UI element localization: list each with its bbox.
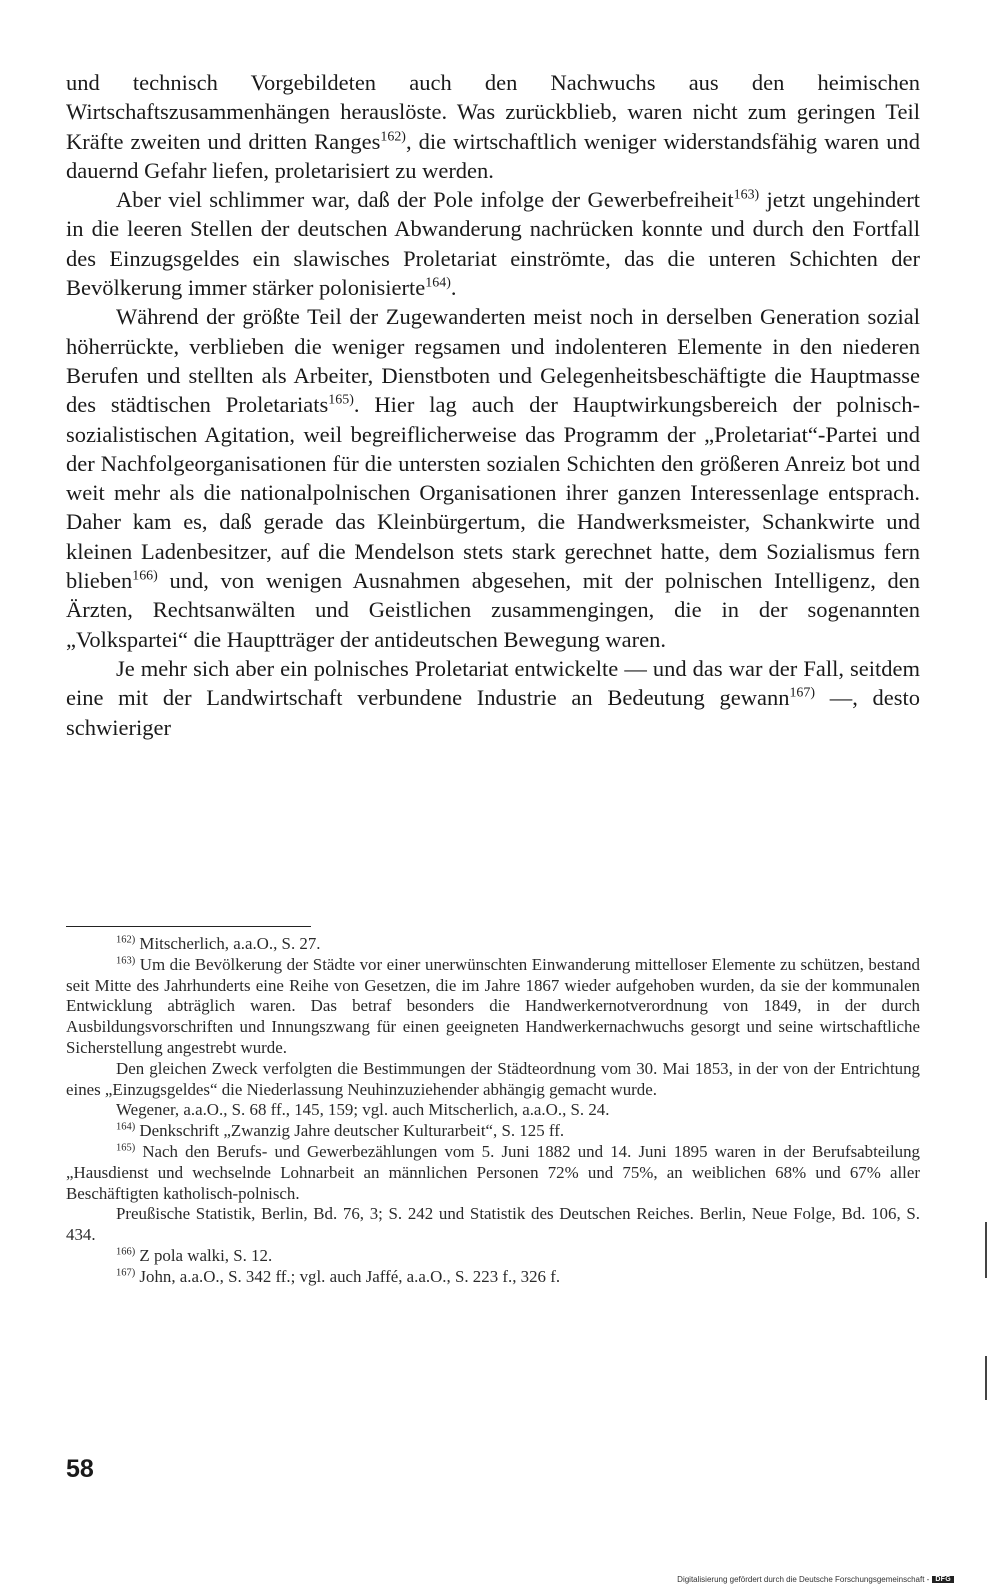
text-run: . Hier lag auch der Hauptwirkungsbereich der polnisch-sozialistischen Agitation, weil begreiflicherweise das Programm der „Proletariat“-Partei und der Nachfolgeorganisationen für die untersten sozialen Schichten den größeren Anreiz bot und weit mehr als die nationalpolnischen Organisationen ihrer ganzen Interessenlage entsprach. Daher kam es, daß gerade das Kleinbürgertum, die Handwerksmeister, Schankwirte und kleinen Ladenbesitzer, auf die Mendelson stets stark gerechnet hatte, dem Sozialismus fern blieben bbox=[66, 392, 920, 594]
footnote-text: Nach den Berufs- und Gewerbezählungen vom 5. Juni 1882 und 14. Juni 1895 waren in der Berufsabteilung „Hausdienst und wechselnde Lohnarbeit an männlichen Personen 72% und 75%, an weiblichen 68% und 67% aller Beschäftigten katholisch-polnisch. bbox=[66, 1141, 920, 1203]
page-number: 58 bbox=[66, 1455, 94, 1483]
footnote-166 bbox=[66, 1246, 920, 1267]
footnote-162 bbox=[66, 934, 920, 955]
paragraph bbox=[66, 302, 920, 654]
footnote-marker: 164) bbox=[116, 1121, 136, 1133]
text-run: und technisch Vorgebildeten auch den Nachwuchs aus den heimischen Wirtschaftszusammenhängen herauslöste. Was zurückblieb, waren nicht zum geringen Teil Kräfte zweiten und dritten Ranges bbox=[66, 70, 920, 154]
footnote-text: Z pola walki, S. 12. bbox=[135, 1245, 273, 1265]
footnote-reference: 164) bbox=[425, 275, 451, 291]
footnote-163-continuation: Den gleichen Zweck verfolgten die Bestimmungen der Städteordnung vom 30. Mai 1853, in der von der Entrichtung eines „Einzugsgeldes“ die Niederlassung Neuhinzuziehender abhängig gemacht wurde. bbox=[66, 1058, 920, 1099]
text-run: Aber viel schlimmer war, daß der Pole infolge der Gewerbefreiheit bbox=[116, 187, 734, 213]
paragraph bbox=[66, 68, 920, 185]
footnote-165-source: Preußische Statistik, Berlin, Bd. 76, 3; S. 242 und Statistik des Deutschen Reiches. Berlin, Neue Folge, Bd. 106, S. 434. bbox=[66, 1204, 920, 1245]
credit-text: Digitalisierung gefördert durch die Deutsche Forschungsgemeinschaft - bbox=[677, 1575, 930, 1584]
footnote-marker: 163) bbox=[116, 955, 136, 967]
footnote-167 bbox=[66, 1267, 920, 1288]
footnote-reference: 165) bbox=[328, 392, 354, 408]
footnote-text: Denkschrift „Zwanzig Jahre deutscher Kulturarbeit“, S. 125 ff. bbox=[135, 1121, 565, 1141]
footnote-marker: 165) bbox=[116, 1142, 136, 1154]
dfg-logo-icon: DFG bbox=[932, 1576, 954, 1583]
footnote-text: John, a.a.O., S. 342 ff.; vgl. auch Jaffé, a.a.O., S. 223 f., 326 f. bbox=[135, 1266, 561, 1286]
footnote-separator bbox=[66, 926, 311, 927]
main-text bbox=[66, 68, 920, 742]
footnote-marker: 166) bbox=[116, 1246, 136, 1258]
footnote-165 bbox=[66, 1142, 920, 1204]
footnote-reference: 163) bbox=[733, 187, 760, 203]
paragraph bbox=[66, 185, 920, 302]
footnote-164 bbox=[66, 1121, 920, 1142]
footnote-reference: 167) bbox=[789, 685, 816, 701]
footnote-reference: 162) bbox=[380, 129, 406, 145]
footnote-text: Um die Bevölkerung der Städte vor einer unerwünschten Einwanderung mittelloser Elemente zu schützen, bestand seit Mitte des Jahrhunderts eine Reihe von Gesetzen, die im Jahre 1867 wieder aufgehoben wurden, da sie der kommunalen Entwicklung abträglich waren. Das betraf besonders die Handwerkernotverordnung von 1849, in der durch Ausbildungsvorschriften und Innungszwang für einen geeigneten Handwerkernachwuchs gesorgt und seine wirtschaftliche Sicherstellung angestrebt wurde. bbox=[66, 954, 920, 1057]
scan-edge-mark bbox=[985, 1222, 987, 1278]
footnote-reference: 166) bbox=[132, 568, 158, 584]
scan-edge-mark bbox=[985, 1356, 987, 1400]
text-run: , die wirtschaftlich weniger widerstandsfähig waren und dauernd Gefahr liefen, proletarisiert zu werden. bbox=[66, 128, 920, 183]
digitization-credit bbox=[677, 1575, 954, 1584]
text-run: . bbox=[450, 275, 457, 301]
text-run: Je mehr sich aber ein polnisches Proletariat entwickelte — und das war der Fall, seitdem eine mit der Landwirtschaft verbundene Industrie an Bedeutung gewann bbox=[66, 655, 920, 711]
footnote-163 bbox=[66, 955, 920, 1059]
text-run: —, desto schwieriger bbox=[66, 685, 920, 740]
footnote-marker: 167) bbox=[116, 1267, 136, 1279]
text-run: und, von wenigen Ausnahmen abgesehen, mit der polnischen Intelligenz, den Ärzten, Rechtsanwälten und Geistlichen zusammengingen, die in der sogenannten „Volkspartei“ die Hauptträger der antideutschen Bewegung waren. bbox=[66, 568, 920, 652]
footnote-text: Mitscherlich, a.a.O., S. 27. bbox=[135, 934, 321, 953]
footnote-marker: 162) bbox=[116, 934, 136, 946]
footnote-163-source: Wegener, a.a.O., S. 68 ff., 145, 159; vgl. auch Mitscherlich, a.a.O., S. 24. bbox=[116, 1100, 610, 1120]
text-run: Während der größte Teil der Zugewanderten meist noch in derselben Generation sozial höherrückte, verblieben die weniger regsamen und indolenteren Elemente in den niederen Berufen und stellten als Arbeiter, Dienstboten und Gelegenheitsbeschäftigte die Hauptmasse des städtischen Proletariats bbox=[66, 304, 920, 418]
footnotes bbox=[66, 934, 920, 1288]
paragraph bbox=[66, 654, 920, 742]
text-run: jetzt ungehindert in die leeren Stellen der deutschen Abwanderung nachrücken konnte und durch den Fortfall des Einzugsgeldes ein slawisches Proletariat einströmte, das die unteren Schichten der Bevölkerung immer stärker polonisierte bbox=[66, 187, 920, 301]
